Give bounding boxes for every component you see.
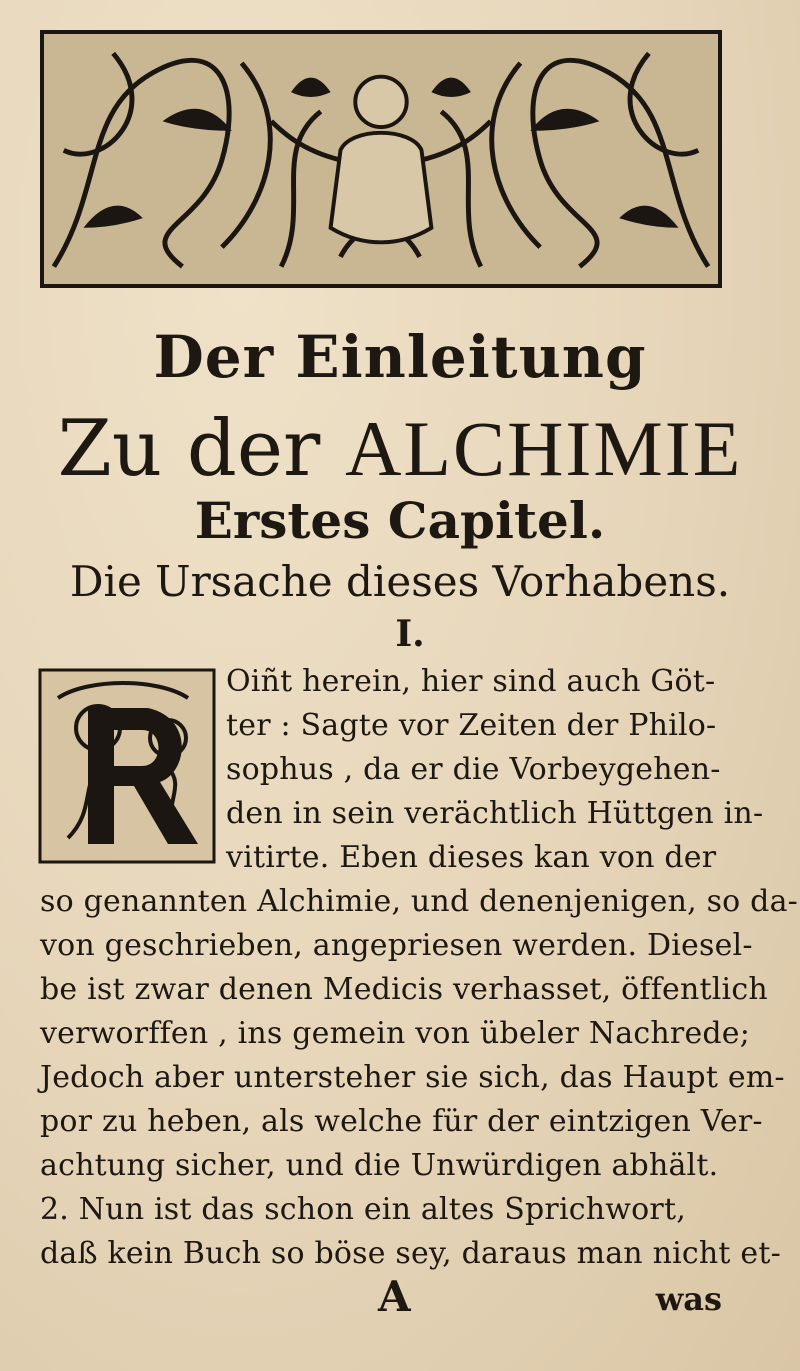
signature-mark: A xyxy=(378,1272,411,1321)
section-number: I. xyxy=(395,613,425,655)
chapter-title: Erstes Capitel. xyxy=(194,491,606,550)
text-line: Jedoch aber untersteher sie sich, das Haupt em- xyxy=(40,1060,785,1095)
text-line: sophus , da er die Vorbeygehen- xyxy=(226,752,721,787)
text-line: por zu heben, als welche für der eintzigen Ver- xyxy=(40,1104,763,1139)
text-line: ter : Sagte vor Zeiten der Philo- xyxy=(226,708,717,743)
heading-alchimie: ALCHIMIE xyxy=(345,405,743,492)
chapter-heading-line1: Der Einleitung xyxy=(153,323,647,391)
text-line: 2. Nun ist das schon ein altes Sprichwort, xyxy=(40,1192,686,1227)
text-line: be ist zwar denen Medicis verhasset, öffentlich xyxy=(40,972,768,1007)
dropcap-R-icon xyxy=(38,668,216,864)
text-line: verworffen , ins gemein von übeler Nachrede; xyxy=(40,1016,751,1051)
text-line: Oiñt herein, hier sind auch Göt- xyxy=(226,664,716,699)
chapter-subtitle: Die Ursache dieses Vorhabens. xyxy=(69,557,731,606)
text-line: daß kein Buch so böse sey, daraus man nicht et- xyxy=(40,1236,781,1271)
text-line: von geschrieben, angepriesen werden. Diesel- xyxy=(40,928,753,963)
text-line: so genannten Alchimie, und denenjenigen, so da- xyxy=(40,884,798,919)
text-line: vitirte. Eben dieses kan von der xyxy=(226,840,717,875)
woodcut-ornament-icon xyxy=(40,30,722,288)
text-line: den in sein verächtlich Hüttgen in- xyxy=(226,796,764,831)
heading-prefix: Zu der xyxy=(57,404,321,494)
chapter-heading-line2 xyxy=(0,404,800,494)
catchword: was xyxy=(655,1280,722,1318)
text-line: achtung sicher, und die Unwürdigen abhält. xyxy=(40,1148,719,1183)
